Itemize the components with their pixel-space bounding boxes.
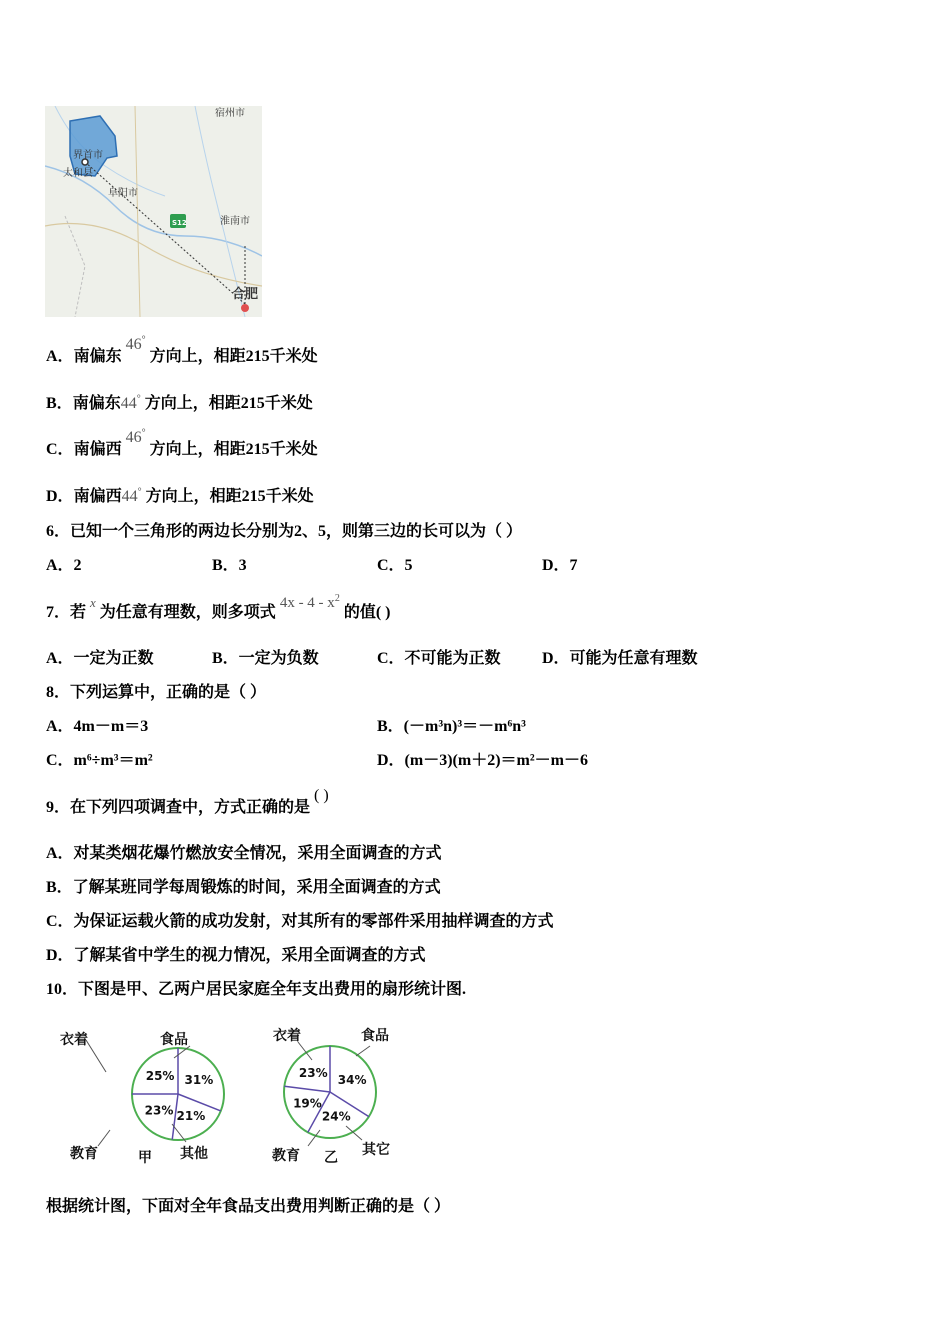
q7-var: x [90, 595, 96, 610]
pie-leader-line [86, 1040, 106, 1072]
q8-option-d: D．(m－3)(m＋2)＝m²－m－6 [377, 752, 588, 769]
q5-b-degree: ° [136, 393, 141, 405]
pie-leader-line [356, 1046, 370, 1056]
q5-c-unit: 千米处 [269, 441, 318, 458]
pie-value-label: 23% [144, 1103, 174, 1118]
pie-value-label: 21% [176, 1108, 206, 1123]
q5-c-dist: 215 [245, 441, 270, 458]
q6-stem: 6．已知一个三角形的两边长分别为2、5，则第三边的长可以为（ ） [46, 523, 523, 540]
q9-paren: ( ) [314, 787, 329, 804]
q8-option-a: A．4m－m＝3 [46, 718, 149, 735]
q5-c-angle: 46 [125, 429, 142, 446]
q8-stem: 8．下列运算中，正确的是（ ） [46, 684, 267, 701]
q5-a-dist: 215 [245, 348, 270, 365]
q6-option-d: D．7 [542, 557, 578, 574]
pie-charts [40, 1020, 420, 1170]
q6-option-a: A．2 [46, 557, 82, 574]
q7-stem [46, 593, 391, 623]
q5-b-letter: B． [46, 395, 73, 412]
q5-option-d [46, 487, 314, 507]
q5-b-angle: 44 [120, 395, 137, 412]
pie-category-label: 其他 [180, 1146, 208, 1162]
map-label-taihe: 太和县 [63, 168, 93, 179]
q9-option-a: A．对某类烟花爆竹燃放安全情况，采用全面调查的方式 [46, 845, 442, 862]
q5-option-b [46, 394, 313, 414]
q7-option-a: A．一定为正数 [46, 650, 154, 667]
q9-stem-text: 9．在下列四项调查中，方式正确的是 [46, 799, 311, 816]
q5-c-letter: C． [46, 441, 74, 458]
map-label-huainan: 淮南市 [220, 216, 250, 227]
q5-d-angle: 44 [121, 488, 138, 505]
map-label-fuyang: 阜阳市 [108, 188, 138, 199]
pie-category-label: 教育 [272, 1148, 300, 1164]
map-label-s12: S12 [172, 219, 187, 227]
map-figure [45, 106, 262, 317]
q5-a-suffix: 方向上，相距 [149, 348, 246, 365]
pie-category-label: 食品 [361, 1028, 389, 1044]
q9-option-b: B．了解某班同学每周锻炼的时间，采用全面调查的方式 [46, 879, 441, 896]
q7-tail: 的值( ) [343, 604, 391, 621]
pie-value-label: 23% [298, 1066, 328, 1081]
q5-c-degree: ° [141, 427, 146, 439]
pie-title: 乙 [324, 1150, 338, 1166]
pie-value-label: 19% [293, 1096, 322, 1111]
q10-question: 根据统计图，下面对全年食品支出费用判断正确的是（ ） [46, 1198, 451, 1215]
q5-c-suffix: 方向上，相距 [149, 441, 246, 458]
q5-b-unit: 千米处 [264, 395, 313, 412]
pie-value-label: 31% [184, 1072, 214, 1087]
pie-value-label: 25% [145, 1069, 175, 1084]
pie-leader-line [98, 1130, 110, 1146]
q7-mid: 为任意有理数，则多项式 [99, 604, 276, 621]
map-label-hefei: 合肥 [232, 287, 259, 302]
q5-a-degree: ° [141, 334, 146, 346]
q5-d-suffix: 方向上，相距 [145, 488, 242, 505]
q5-a-angle: 46 [125, 336, 142, 353]
q8-option-c: C．m⁶÷m³＝m² [46, 752, 153, 769]
q7-option-b: B．一定为负数 [212, 650, 319, 667]
q7-option-c: C．不可能为正数 [377, 650, 501, 667]
pie-slice-boundary [284, 1086, 330, 1092]
q5-a-letter: A． [46, 348, 74, 365]
map-image [45, 106, 262, 317]
q7-poly: 4x - 4 - x [279, 595, 335, 611]
q8-option-b: B．(－m³n)³＝－m⁶n³ [377, 718, 526, 735]
pie-value-label: 34% [337, 1072, 367, 1087]
q7-num: 7．若 [46, 604, 87, 621]
q7-poly-exp: 2 [334, 593, 340, 604]
q6-option-b: B．3 [212, 557, 247, 574]
q7-option-d: D．可能为任意有理数 [542, 650, 698, 667]
pie-chart-jia [60, 1031, 224, 1166]
q6-option-c: C．5 [377, 557, 413, 574]
pie-category-label: 衣着 [273, 1028, 301, 1044]
q5-option-c [46, 427, 318, 460]
q5-c-dir: 南偏西 [73, 441, 122, 458]
pie-category-label: 其它 [362, 1142, 390, 1158]
q5-a-unit: 千米处 [269, 348, 318, 365]
q5-option-a [46, 334, 318, 367]
q9-stem [46, 787, 329, 818]
pie-category-label: 食品 [160, 1032, 188, 1048]
pie-category-label: 教育 [70, 1146, 98, 1162]
map-label-jieshou: 界首市 [73, 150, 103, 161]
q5-b-dist: 215 [240, 395, 265, 412]
q5-d-letter: D． [46, 488, 74, 505]
q9-option-d: D．了解某省中学生的视力情况，采用全面调查的方式 [46, 947, 426, 964]
q9-option-c: C．为保证运载火箭的成功发射，对其所有的零部件采用抽样调查的方式 [46, 913, 554, 930]
map-label-suzhou: 宿州市 [215, 108, 245, 119]
q5-d-dist: 215 [241, 488, 266, 505]
q5-a-dir: 南偏东 [73, 348, 122, 365]
q5-b-dir: 南偏东 [72, 395, 121, 412]
q5-d-dir: 南偏西 [73, 488, 122, 505]
q5-d-degree: ° [137, 486, 142, 498]
q10-stem: 10．下图是甲、乙两户居民家庭全年支出费用的扇形统计图. [46, 981, 467, 998]
pie-value-label: 24% [321, 1109, 351, 1124]
pie-chart-yi [271, 1027, 390, 1166]
pie-title: 甲 [138, 1150, 152, 1166]
q5-d-unit: 千米处 [265, 488, 314, 505]
pie-category-label: 衣着 [60, 1032, 88, 1048]
q5-b-suffix: 方向上，相距 [144, 395, 241, 412]
